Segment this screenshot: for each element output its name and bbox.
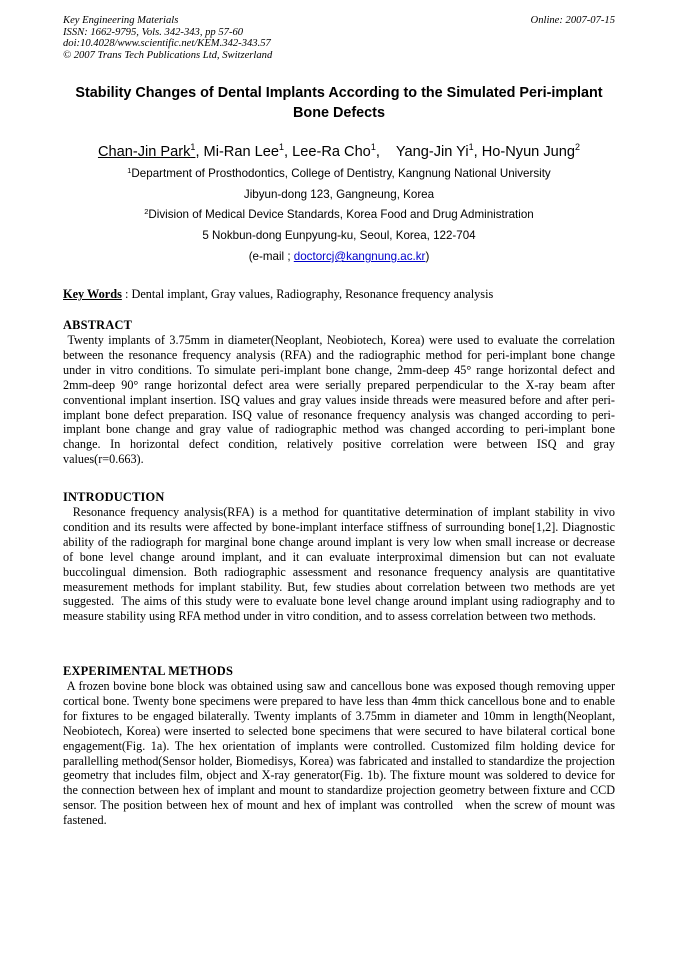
keywords-label: Key Words bbox=[63, 287, 122, 301]
abstract-text: Twenty implants of 3.75mm in diameter(Neoplant, Neobiotech, Korea) were used to evaluate the correlation between the resonance frequency analysis (RFA) and the radiographic method for peri-implant bone change under in vitro conditions. To simulate peri-implant bone change, 2mm-deep 45° range horizontal defect and 2mm-deep 90° range horizontal defect area were serially prepared perpendicular to the X-ray beam after conventional implant insertion. ISQ values and gray values inside threads were measured before and after peri-implant bone defect preparation. ISQ value of resonance frequency analysis was changed according to peri-implant bone change and gray value of radiographic method was changed according to peri-implant bone change. In horizontal defect condition, relatively positive correlation were between ISQ and gray values(r=0.663). bbox=[63, 333, 619, 467]
affiliation-2: $^2$Division of Medical Device Standards, Korea Food and Drug Administration bbox=[144, 207, 534, 221]
author-name: Chan-Jin Park$^1$ bbox=[97, 142, 196, 160]
doi-line: doi:10.4028/www.scientific.net/KEM.342-343.57 bbox=[63, 38, 271, 50]
keywords bbox=[63, 287, 615, 302]
keywords-text: : Dental implant, Gray values, Radiography, Resonance frequency analysis bbox=[121, 287, 494, 301]
introduction-text: Resonance frequency analysis(RFA) is a method for quantitative determination of implant stability in vivo condition and its results were affected by bone-implant interface stiffness of surrounding bone[1,2]. Diagnostic ability of the radiograph for marginal bone change around implant is very low when small increase or decrease of bone level change around implant, and it can evaluate interproximal dimension but can not evaluate buccolingual dimension. Both radiographic assessment and resonance frequency analysis are quantitative measurement methods for implant stability. But, few studies about correlation between two methods are yet suggested. The aims of this study were to evaluate bone level change around implant using radiography and to measure stability using RFA method under in vitro condition, and to assess correlation between two methods. bbox=[63, 505, 619, 624]
affiliation-1-address: Jibyun-dong 123, Gangneung, Korea bbox=[243, 188, 435, 201]
journal-name: Key Engineering Materials bbox=[63, 15, 179, 26]
author-affil-sup: 2 bbox=[575, 142, 581, 152]
issn-line: ISSN: 1662-9795, Vols. 342-343, pp 57-60 bbox=[63, 26, 244, 38]
affiliation-2-address: 5 Nokbun-dong Eunpyung-ku, Seoul, Korea, 122-704 bbox=[202, 229, 476, 242]
abstract-heading: ABSTRACT bbox=[63, 318, 133, 332]
affiliation-1: $^1$Department of Prosthodontics, College of Dentistry, Kangnung National University bbox=[127, 166, 551, 180]
methods-text: A frozen bovine bone block was obtained using saw and cancellous bone was exposed though removing upper cortical bone. Twenty bone specimens were prepared to have less than 4mm thick cancellous bone and to enable for fixtures to be engaged bilaterally. Twenty implants of 3.75mm in diameter and 10mm in length(Neoplant, Neobiotech, Korea) were inserted to selected bone specimens that were secured to have bilateral cortical bone engagement(Fig. 1a). The hex orientation of implants were controlled. Customized film holding device for parallelling method(Sensor holder, Biomedisys, Korea) was fabricated and installed to standardize the projection geometry that includes film, object and X-ray generator(Fig. 1b). The fixture mount was soldered to device for the connection between hex of implant and mount to standardize projection geometry between fixture and CCD sensor. The position between hex of mount and hex of implant was controlled when the screw of mount was fastened. bbox=[63, 679, 619, 828]
email-line: (e-mail ; doctorcj@kangnung.ac.kr) bbox=[248, 250, 430, 263]
author-name: Yang-Jin Yi bbox=[395, 144, 469, 160]
author-separator: , bbox=[375, 144, 396, 160]
online-date: Online: 2007-07-15 bbox=[530, 15, 615, 26]
author-list bbox=[63, 143, 615, 161]
author-name: , Lee-Ra Cho bbox=[284, 144, 371, 160]
author-name: , Ho-Nyun Jung bbox=[473, 144, 576, 160]
email-link[interactable]: doctorcj@kangnung.ac.kr bbox=[293, 250, 426, 263]
paper-title: Stability Changes of Dental Implants According to the Simulated Peri-implant Bone Defects bbox=[75, 85, 603, 121]
author-affil-sup: 1 bbox=[468, 142, 474, 152]
copyright-line: © 2007 Trans Tech Publications Ltd, Switzerland bbox=[63, 49, 273, 61]
introduction-section bbox=[63, 490, 619, 624]
abstract-section bbox=[63, 318, 619, 467]
author-affil-sup: 1 bbox=[278, 142, 284, 152]
running-header bbox=[63, 15, 423, 61]
author-affil-sup: 1 bbox=[370, 142, 376, 152]
methods-heading: EXPERIMENTAL METHODS bbox=[63, 664, 234, 678]
methods-section bbox=[63, 664, 619, 828]
author-name: , Mi-Ran Lee bbox=[195, 144, 279, 160]
introduction-heading: INTRODUCTION bbox=[63, 490, 165, 504]
